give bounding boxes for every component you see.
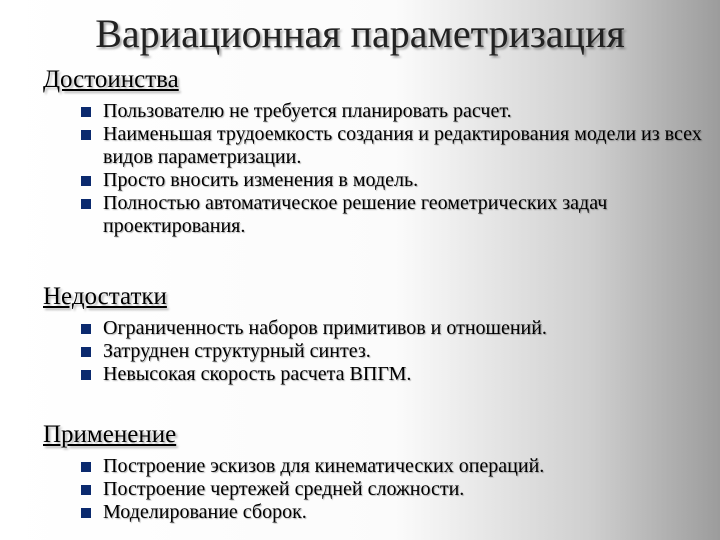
square-bullet-icon xyxy=(81,176,91,186)
advantages-list xyxy=(43,100,703,238)
list-item xyxy=(43,455,703,478)
list-item-text: Пользователю не требуется планировать расчет. xyxy=(103,100,512,122)
list-item xyxy=(43,169,703,192)
disadvantages-section xyxy=(43,282,703,386)
list-item xyxy=(43,501,703,524)
application-section xyxy=(43,420,703,524)
square-bullet-icon xyxy=(81,107,91,117)
list-item-text: Полностью автоматическое решение геометрических задач проектирования. xyxy=(103,192,608,237)
list-item xyxy=(43,340,703,363)
application-heading: Применение xyxy=(43,421,177,448)
list-item xyxy=(43,363,703,386)
list-item-text: Моделирование сборок. xyxy=(103,501,307,523)
application-list xyxy=(43,455,703,524)
list-item-text: Построение чертежей средней сложности. xyxy=(103,478,465,500)
list-item-text: Ограниченность наборов примитивов и отношений. xyxy=(103,317,547,339)
list-item-text: Наименьшая трудоемкость создания и редактирования модели из всех видов параметризации. xyxy=(103,123,702,168)
square-bullet-icon xyxy=(81,370,91,380)
advantages-section xyxy=(43,65,703,238)
list-item xyxy=(43,192,703,238)
list-item xyxy=(43,100,703,123)
square-bullet-icon xyxy=(81,508,91,518)
advantages-heading: Достоинства xyxy=(43,66,179,93)
square-bullet-icon xyxy=(81,199,91,209)
list-item xyxy=(43,317,703,340)
list-item xyxy=(43,123,703,169)
disadvantages-list xyxy=(43,317,703,386)
square-bullet-icon xyxy=(81,347,91,357)
list-item-text: Затруднен структурный синтез. xyxy=(103,340,371,362)
list-item-text: Просто вносить изменения в модель. xyxy=(103,169,419,191)
slide-title: Вариационная параметризация xyxy=(95,11,625,56)
list-item-text: Построение эскизов для кинематических операций. xyxy=(103,455,545,477)
list-item-text: Невысокая скорость расчета ВПГМ. xyxy=(103,363,412,385)
disadvantages-heading: Недостатки xyxy=(43,283,167,310)
square-bullet-icon xyxy=(81,324,91,334)
list-item xyxy=(43,478,703,501)
square-bullet-icon xyxy=(81,462,91,472)
square-bullet-icon xyxy=(81,485,91,495)
square-bullet-icon xyxy=(81,130,91,140)
